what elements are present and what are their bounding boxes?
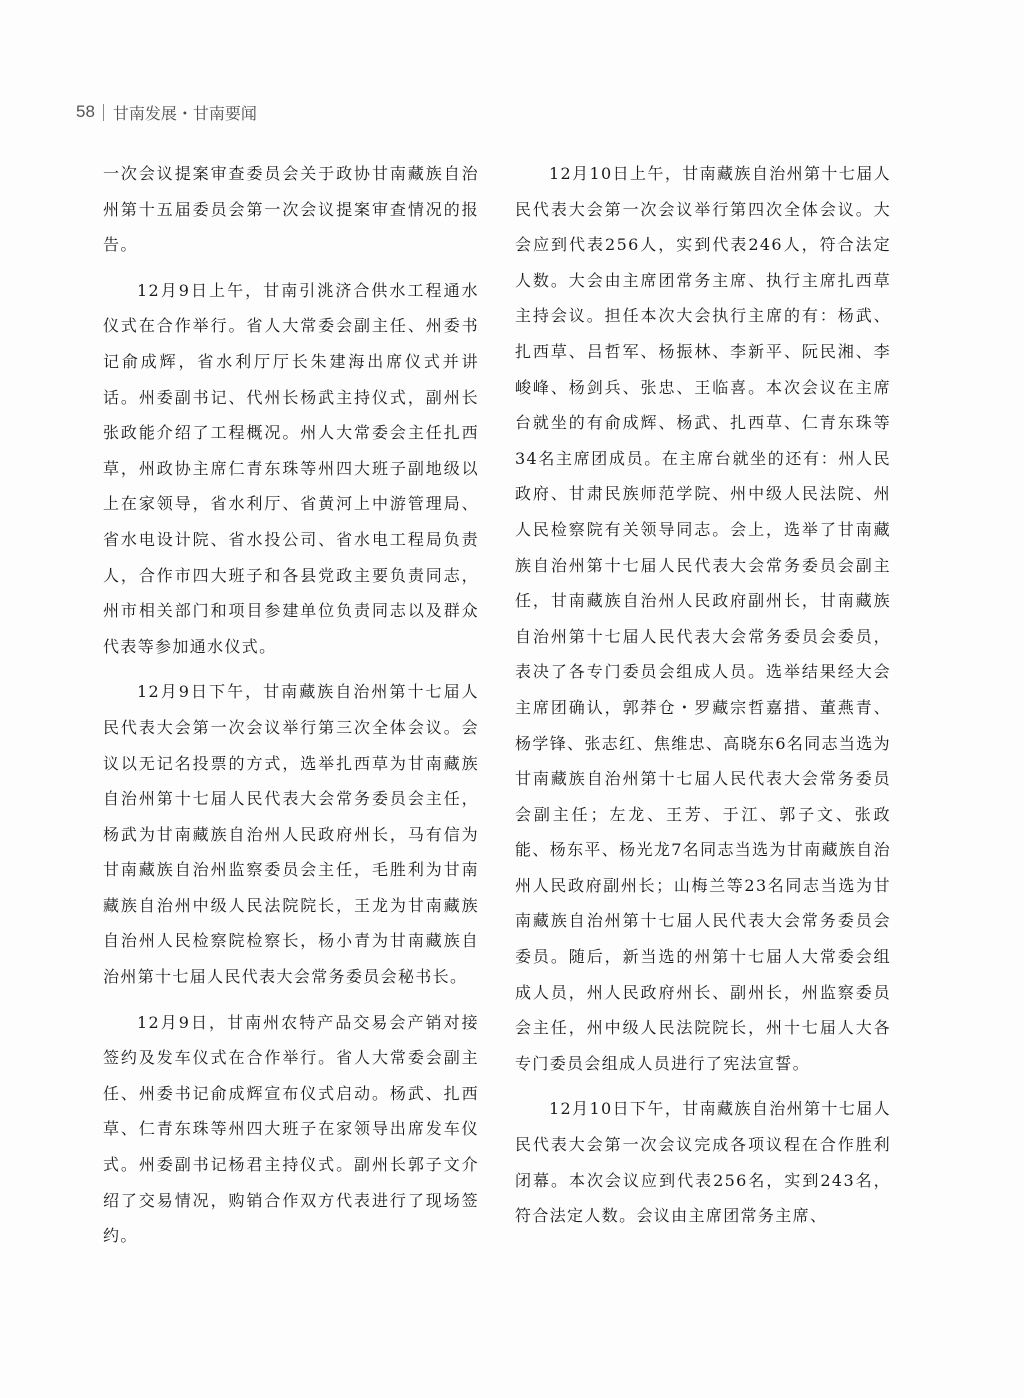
paragraph: 12月10日上午，甘南藏族自治州第十七届人民代表大会第一次会议举行第四次全体会议。大会应到代表256人，实到代表246人，符合法定人数。大会由主席团常务主席、执行主席扎西草主持会议。担任本次大会执行主席的有：杨武、扎西草、吕哲军、杨振林、李新平、阮民湘、李峻峰、杨剑兵、张忠、王临喜。本次会议在主席台就坐的有俞成辉、杨武、扎西草、仁青东珠等34名主席团成员。在主席台就坐的还有：州人民政府、甘肃民族师范学院、州中级人民法院、州人民检察院有关领导同志。会上，选举了甘南藏族自治州第十七届人民代表大会常务委员会副主任，甘南藏族自治州人民政府副州长，甘南藏族自治州第十七届人民代表大会常务委员会委员，表决了各专门委员会组成人员。选举结果经大会主席团确认，郭莽仓・罗藏宗哲嘉措、董燕青、杨学锋、张志红、焦维忠、高晓东6名同志当选为甘南藏族自治州第十七届人民代表大会常务委员会副主任；左龙、王芳、于江、郭子文、张政能、杨东平、杨光龙7名同志当选为甘南藏族自治州人民政府副州长；山梅兰等23名同志当选为甘南藏族自治州第十七届人民代表大会常务委员会委员。随后，新当选的州第十七届人大常委会组成人员，州人民政府州长、副州长，州监察委员会主任，州中级人民法院院长，州十七届人大各专门委员会组成人员进行了宪法宣誓。 [515,164,891,1073]
paragraph: 12月9日上午，甘南引洮济合供水工程通水仪式在合作举行。省人大常委会副主任、州委书记俞成辉，省水利厅厅长朱建海出席仪式并讲话。州委副书记、代州长杨武主持仪式，副州长张政能介绍了工程概况。州人大常委会主任扎西草，州政协主席仁青东珠等州四大班子副地级以上在家领导，省水利厅、省黄河上中游管理局、省水电设计院、省水投公司、省水电工程局负责人，合作市四大班子和各县党政主要负责同志，州市相关部门和项目参建单位负责同志以及群众代表等参加通水仪式。 [103,280,479,656]
page-header [76,101,257,123]
paragraph: 12月10日下午，甘南藏族自治州第十七届人民代表大会第一次会议完成各项议程在合作胜利闭幕。本次会议应到代表256名，实到243名，符合法定人数。会议由主席团常务主席、 [515,1099,891,1226]
page-number: 58 [76,102,95,121]
section-title: 甘南发展・甘南要闻 [112,105,257,123]
right-column [515,156,891,1234]
paragraph: 12月9日下午，甘南藏族自治州第十七届人民代表大会第一次会议举行第三次全体会议。会议以无记名投票的方式，选举扎西草为甘南藏族自治州第十七届人民代表大会常务委员会主任，杨武为甘南藏族自治州人民政府州长，马有信为甘南藏族自治州监察委员会主任，毛胜利为甘南藏族自治州中级人民法院院长，王龙为甘南藏族自治州人民检察院检察长，杨小青为甘南藏族自治州第十七届人民代表大会常务委员会秘书长。 [103,682,479,987]
paragraph: 12月9日，甘南州农特产品交易会产销对接签约及发车仪式在合作举行。省人大常委会副主任、州委书记俞成辉宣布仪式启动。杨武、扎西草、仁青东珠等州四大班子在家领导出席发车仪式。州委副书记杨君主持仪式。副州长郭子文介绍了交易情况，购销合作双方代表进行了现场签约。 [103,1012,479,1246]
left-column [103,156,479,1254]
paragraph: 一次会议提案审查委员会关于政协甘南藏族自治州第十五届委员会第一次会议提案审查情况的报告。 [103,164,479,255]
header-divider [103,104,104,121]
